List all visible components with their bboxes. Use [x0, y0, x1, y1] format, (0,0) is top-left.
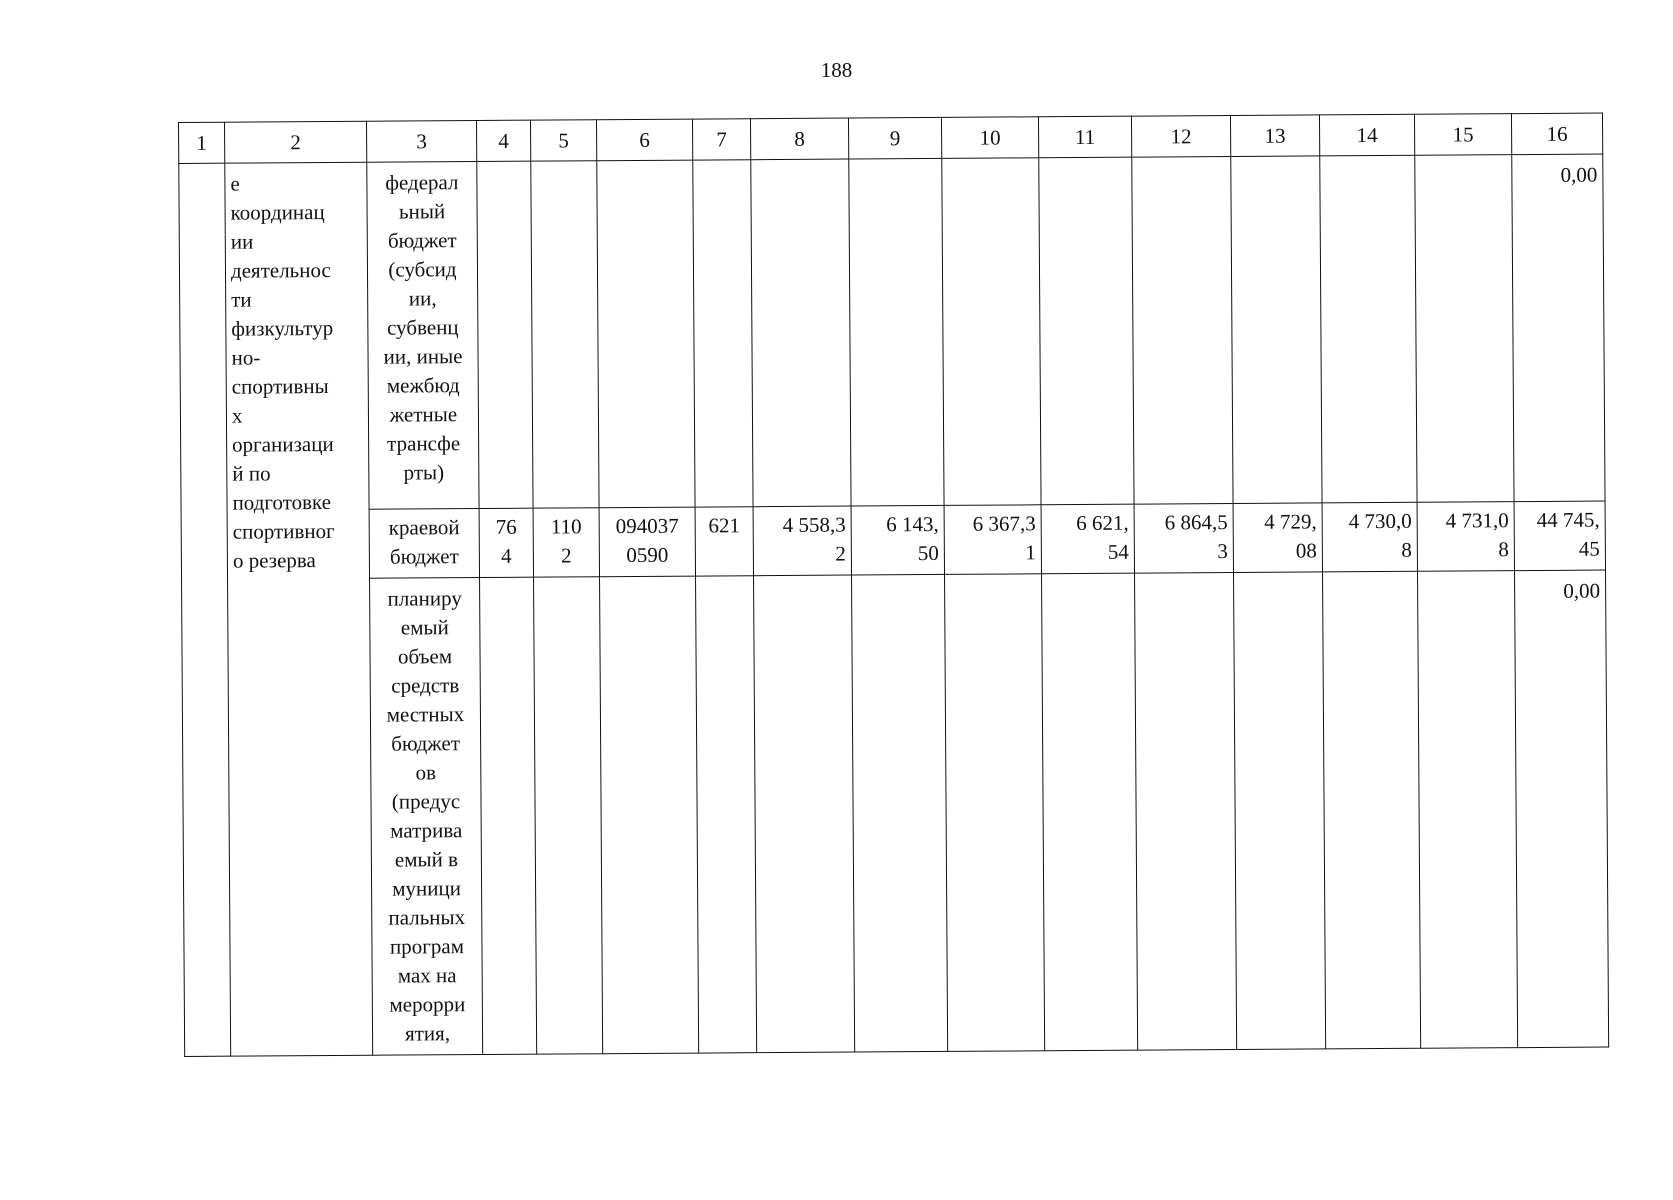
header-cell: 12 [1131, 116, 1230, 158]
value-cell [1041, 504, 1134, 574]
source-cell [367, 162, 479, 510]
header-cell: 1 [179, 122, 225, 163]
header-cell: 4 [476, 120, 530, 161]
table-row-federal [179, 154, 1605, 510]
empty-cell [693, 160, 753, 507]
header-cell: 7 [692, 119, 750, 160]
value-cell [479, 508, 533, 577]
value-cell [1417, 502, 1514, 572]
description-cell [225, 162, 373, 1056]
value-c13: 4 729, 08 [1264, 509, 1317, 563]
empty-cell [531, 161, 599, 508]
row-number-cell [179, 163, 231, 1056]
header-cell: 10 [941, 117, 1038, 159]
value-cell [695, 507, 753, 576]
header-cell: 2 [225, 121, 367, 163]
empty-cell [1415, 155, 1514, 503]
value-c7: 621 [708, 513, 741, 538]
value-cell [599, 507, 695, 577]
empty-cell [600, 576, 699, 1054]
source-regional: краевой бюджет [388, 515, 460, 569]
empty-cell [945, 574, 1045, 1052]
total-cell [1514, 501, 1605, 571]
header-cell: 16 [1511, 113, 1602, 155]
value-cell [533, 508, 599, 577]
value-cell [753, 506, 851, 576]
source-federal: федерал ьный бюджет (субсид ии, субвенц ии, иные межбюд жетные трансфе рты) [383, 170, 463, 485]
page-number: 188 [820, 58, 853, 82]
empty-cell [696, 576, 757, 1053]
header-cell: 11 [1038, 116, 1131, 158]
header-cell: 8 [750, 118, 848, 160]
value-c10: 6 367,3 1 [972, 511, 1036, 565]
empty-cell [942, 158, 1041, 506]
empty-cell [852, 574, 948, 1052]
value-c9: 6 143, 50 [886, 511, 939, 566]
total-regional: 44 745, 45 [1536, 507, 1600, 561]
total-local: 0,00 [1563, 578, 1601, 603]
header-cell: 3 [366, 121, 476, 163]
empty-cell [1132, 157, 1233, 505]
source-cell [370, 578, 483, 1056]
table-row-local [182, 570, 1609, 1056]
empty-cell [1418, 571, 1518, 1049]
total-cell [1515, 570, 1609, 1048]
description-text: е координац ии деятельнос ти физкультур но- спортивны х организаци й по подготовке спортивног о резерва [230, 171, 335, 573]
value-c11: 6 621, 54 [1076, 510, 1129, 564]
budget-table [178, 113, 1609, 1057]
source-cell [369, 509, 479, 579]
source-local: планиру емый объем средств местных бюджет ов (предус матрива емый в муници пальных програм мах на мероpри ятия, [386, 586, 466, 1046]
value-cell [1233, 503, 1322, 573]
empty-cell [1135, 573, 1237, 1051]
table-row-regional [181, 501, 1605, 579]
value-cell [1322, 502, 1417, 572]
value-cell [944, 505, 1041, 575]
empty-cell [477, 161, 533, 508]
value-c8: 4 558,3 2 [782, 512, 846, 566]
total-cell [1512, 154, 1605, 502]
empty-cell [849, 158, 944, 506]
value-c14: 4 730,0 8 [1348, 508, 1412, 562]
empty-cell [754, 575, 855, 1053]
value-cell [1134, 504, 1233, 574]
header-cell: 15 [1414, 114, 1511, 156]
header-cell: 6 [596, 119, 692, 161]
value-c12: 6 864,5 3 [1164, 510, 1228, 564]
value-c5: 110 2 [550, 514, 582, 568]
empty-cell [1234, 572, 1326, 1050]
total-federal: 0,00 [1560, 162, 1598, 187]
value-cell [851, 505, 944, 575]
header-cell: 13 [1230, 115, 1319, 157]
empty-cell [1042, 573, 1138, 1051]
value-c15: 4 731,0 8 [1445, 508, 1509, 562]
empty-cell [1039, 157, 1134, 505]
header-cell: 9 [848, 117, 941, 159]
empty-cell [1231, 156, 1322, 504]
value-c6: 094037 0590 [615, 513, 679, 568]
empty-cell [751, 159, 851, 507]
value-c4: 76 4 [495, 514, 517, 568]
header-cell: 14 [1319, 114, 1414, 156]
empty-cell [534, 577, 603, 1054]
empty-cell [597, 160, 695, 508]
empty-cell [1323, 571, 1421, 1049]
header-cell: 5 [530, 120, 596, 161]
empty-cell [1320, 155, 1417, 503]
empty-cell [480, 577, 537, 1054]
